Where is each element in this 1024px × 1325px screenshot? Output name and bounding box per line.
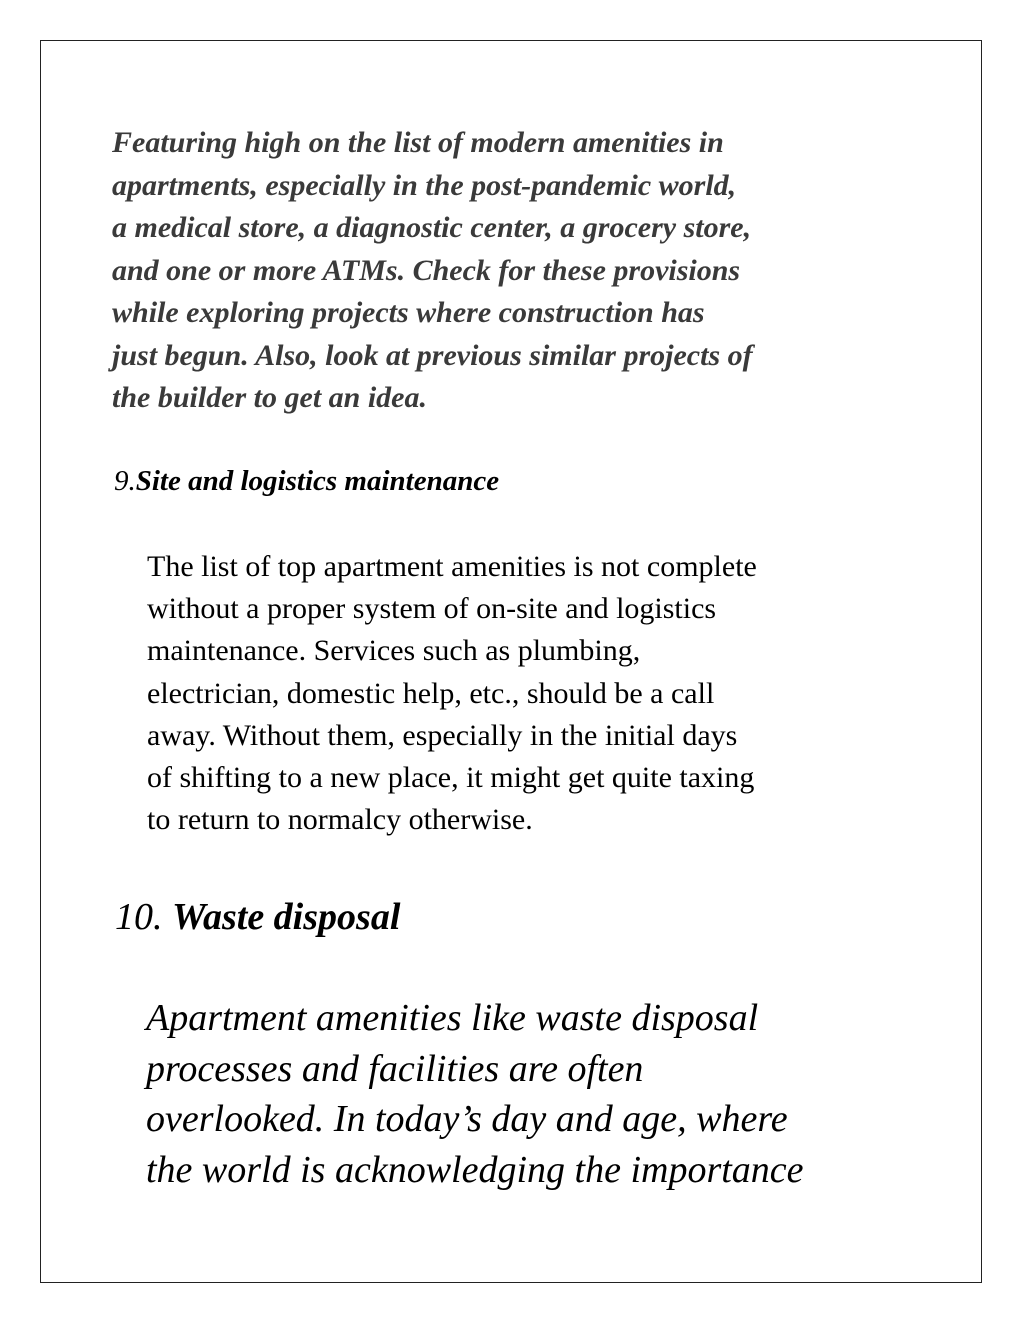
- section-title: Site and logistics maintenance: [135, 465, 500, 497]
- section-number: 10.: [115, 896, 172, 938]
- section-title: Waste disposal: [172, 896, 401, 938]
- site-logistics-paragraph: The list of top apartment amenities is not complete without a proper system of on-site and logistics maintenance. Services such as plumbing, electrician, domestic help, etc., should be a call away. Without them, especially in the initial days of shifting to a new place, it might get quite taxing to return to normalcy otherwise.: [147, 550, 757, 837]
- waste-disposal-paragraph: Apartment amenities like waste disposal processes and facilities are often overlooked. In today’s day and age, where the world is acknowledging the importance: [146, 997, 804, 1191]
- section-heading-waste-disposal: [115, 891, 400, 943]
- section-heading-site-logistics: [114, 461, 499, 501]
- intro-paragraph: Featuring high on the list of modern amenities in apartments, especially in the post-pandemic world, a medical store, a diagnostic center, a grocery store, and one or more ATMs. Check for these provisions while exploring projects where construction has just begun. Also, look at previous similar projects of the builder to get an idea.: [112, 126, 753, 414]
- section-number: 9.: [114, 465, 136, 497]
